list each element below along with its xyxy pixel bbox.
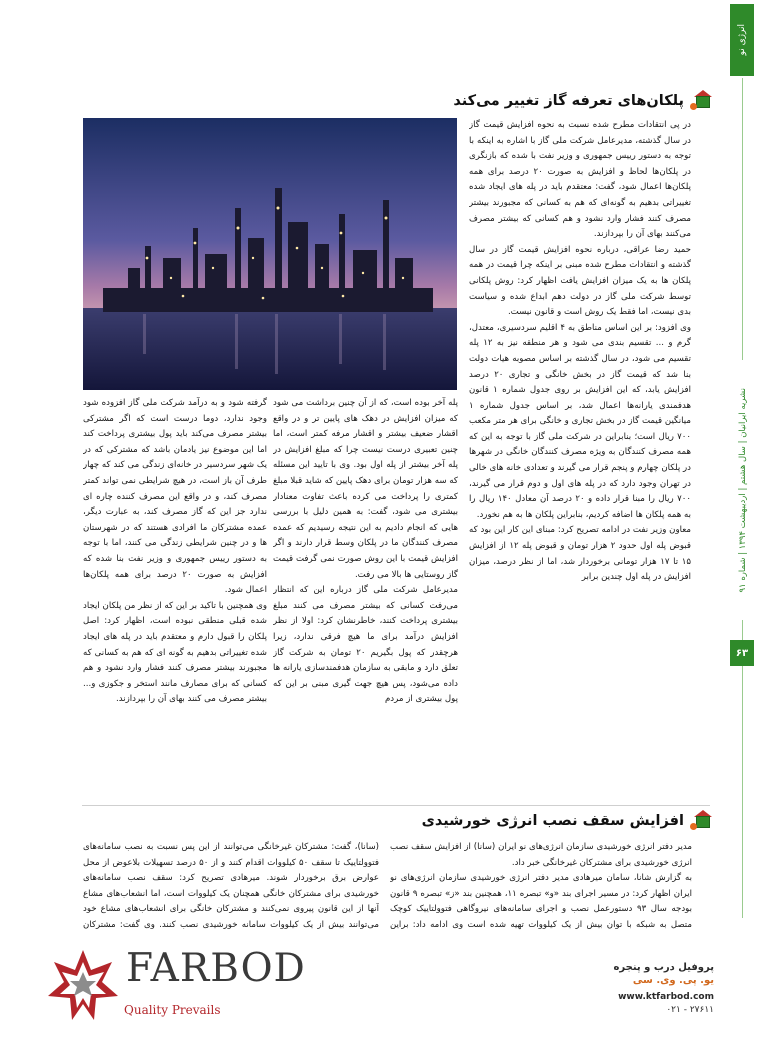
farbod-star-logo — [46, 948, 120, 1022]
paragraph: حمید رضا عراقی، درباره نحوه افزایش قیمت گاز در سال گذشته و انتقادات مطرح شده مبنی بر اینکه چرا قیمت در همه پلکان ها به یک میزان افزایش یافت اظهار کرد: روش پلکانی توسط شرکت ملی گاز در دولت دهم ابداع شده و سیاست بدی نیست، اما فقط یک روش است و قانون نیست. — [469, 244, 691, 318]
energy-house-icon — [690, 92, 710, 110]
paragraph: مدیر دفتر انرژی خورشیدی سازمان انرژی‌های نو ایران (سانا) از افزایش سقف نصب انرژی خورشیدی برای مشترکان غیرخانگی خبر داد. — [390, 842, 692, 868]
ad-product-type: یو. پی. وی. سی — [632, 975, 714, 986]
refinery-photo — [83, 118, 457, 390]
paragraph: وی همچنین با تاکید بر این که از نظر من پلکان ایجاد شده قبلی منطقی نبوده است، اظهار کرد: اصل پلکان را قبول دارم و معتقدم باید در پله های ایجاد شده تغییراتی بدهیم به گونه ای که هم به کسانی که مجبورند بیشتر مصرف کنند فشار وارد نشود و هم کسانی که برای مصارف مانند استخر و جکوزی و... بیشتر مصرف می کنند بهای آن را بپردازند. — [83, 600, 267, 705]
section-divider — [82, 805, 710, 806]
brand-name: FARBOD — [126, 946, 306, 991]
article2-column-left — [83, 840, 379, 932]
article2-title: افزایش سقف نصب انرژی خورشیدی — [421, 813, 684, 829]
footer-advertisement — [0, 940, 762, 1045]
ad-product-line: پروفیل درب و پنجره — [613, 962, 714, 973]
brand-tagline: Quality Prevails — [124, 1003, 221, 1017]
refinery-image — [83, 118, 457, 390]
paragraph: پله آخر بوده است، که از آن چنین برداشت می شود که میزان افزایش در دهک های پایین تر و در واقع اقشار ضعیف بیشتر و اقشار مرفه کمتر است، اما چنین تعبیری درست نیست چرا که مبلغ افزایش در پله آخر بیشتر از پله اول بود. وی با تایید این مسئله که سه هزار تومان برای دهک پایین که شاید قبلا مبلغ کمتری را پرداخت می کرده باعث تفاوت معنادار بیشتری می شود، گفت: به همین دلیل با بررسی هایی که انجام دادیم به این نتیجه رسیدیم که عمده مصرف کنندگان ما در پلکان وسط قرار دارند و اگر افزایش قیمت با این روش صورت نمی گرفت قیمت گاز روستایی ها بالا می رفت. — [273, 398, 458, 580]
paragraph: مدیرعامل شرکت ملی گاز درباره این که انتظار می‌رفت کسانی که بیشتر مصرف می کنند مبلغ بیشتری پرداخت کنند، خاطرنشان کرد: اولا از نظر افزایش درآمد برای ما هیچ فرقی ندارد، زیرا هرچقدر که پول بگیریم ۲۰ تومان به شرکت گاز تعلق دارد و مابقی به سازمان هدفمندسازی یارانه ها داده می‌شود، پس هیچ جهت گیری مبنی بر این که پول بیشتری از مردم — [273, 585, 458, 705]
article1-column-middle — [273, 396, 458, 798]
article2-column-right — [390, 840, 692, 932]
issue-info — [734, 360, 752, 620]
article1-column-right — [469, 118, 691, 798]
paragraph: (سانا)، گفت: مشترکان غیرخانگی می‌توانند از این پس نسبت به نصب سامانه‌های فتوولتاییک تا سقف ۵۰ کیلووات اقدام کنند و از ۵۰ درصد تسهیلات بلاعوض از محل عوارض برق برخوردار شوند. میرهادی تصریح کرد: سقف نصب سامانه‌های خورشیدی برای مشترکان خانگی همچنان یک کیلووات است، اما انشعاب‌های مشاع آنها از این قانون پیروی نمی‌کنند و مشترکان خانگی برای انشعاب‌های مشاع خود می‌توانند بیش از یک کیلووات سامانه خورشیدی نصب کنند. وی گفت: مشترکان — [83, 842, 379, 930]
paragraph: وی افزود: بر این اساس مناطق به ۴ اقلیم سردسیری، معتدل، گرم و ... تقسیم بندی می شود و هر منطقه نیز به ۱۲ پله تقسیم می شود، در سال گذشته بر اساس مصوبه هیات دولت بنا شد که قیمت گاز در بخش خانگی و تجاری ۲۰ درصد افزایش یابد، که این افزایش بر روی جدول شماره ۱ قانون هدفمندی یارانه‌ها اعمال شد، بر اساس جدول شماره ۱ میانگین قیمت گاز در بخش تجاری و خانگی برای هر متر مکعب ۷۰۰ ریال است؛ بنابراین در شرکت ملی گاز با توجه به این که همه مصرف کنندگان به ویژه مصرف کنندگان خانگی در شهرها در پلکان چهارم و پنجم قرار می گیرند و تعدادی خانه های خالی در تهران وجود دارد که در پله های اول و دوم قرار می گیرند، ۷۰۰ ریال را مبنا قرار داده و ۲۰ درصد آن معادل ۱۴۰ ریال را به همه پلکان ها اضافه کردیم، بنابراین پلکان ها به هم نخورد. — [469, 322, 691, 520]
energy-house-icon — [690, 812, 710, 830]
page-number: ۶۳ — [730, 640, 754, 666]
paragraph: معاون وزیر نفت در ادامه تصریح کرد: مبنای این کار این بود که قبوض پله اول حدود ۲ هزار تومان و قبوض پله ۱۲ از افزایش ۱۵ تا ۱۷ هزار تومانی برخوردار شد، اما از نظر درصد، میزان افزایش در پله اول چندین برابر — [469, 525, 691, 583]
article2-header — [422, 812, 710, 830]
article1-title: پلکان‌های تعرفه گاز تغییر می‌کند — [453, 93, 684, 109]
paragraph: گرفته شود و به درآمد شرکت ملی گاز افزوده شود وجود ندارد، دوما درست است که اگر مشترکی بیشتر مصرف می‌کند باید پول بیشتری پرداخت کند اما این موضوع نیز یادمان باشد که مشترکی که در یک شهر سردسیر در خانه‌ای زندگی می کند که چهار طرف آن باز است، در هیچ شرایطی نمی تواند کمتر مصرف کند، و در واقع این مصرف کننده چاره ای ندارد جز این که گاز مصرف کند، به عبارت دیگر، عمده مشترکان ما افرادی هستند که در شهرستان ها و در چنین شرایطی زندگی می کنند، اما با توجه به دستور رییس جمهوری و وزیر نفت بنا شده که افزایش به صورت ۲۰ درصد برای همه پلکان‌ها اعمال شود. — [83, 398, 267, 596]
ad-phone: ۰۲۱ - ۲۷۶۱۱ — [666, 1005, 714, 1015]
ad-website[interactable]: www.ktfarbod.com — [618, 992, 714, 1002]
section-tab — [730, 4, 754, 76]
article1-header — [453, 92, 710, 110]
paragraph: در پی انتقادات مطرح شده نسبت به نحوه افزایش قیمت گاز در سال گذشته، مدیرعامل شرکت ملی گاز با اشاره به اینکه با توجه به دستور رییس جمهوری و وزیر نفت با شده که بازنگری در پلکان‌ها لحاظ و افزایش به صورت ۲۰ درصد برای همه پلکان‌ها اعمال شود، گفت: معتقدم باید در پله های ایجاد شده تغییراتی بدهیم به گونه‌ای که هم به کسانی که مجبورند بیشتر مصرف کنند فشار وارد نشود و هم کسانی که بیشتر مصرف می‌کنند بهای آن را بپردازند. — [469, 120, 691, 240]
section-tab-label: انرژی نو — [737, 24, 747, 56]
paragraph: به گزارش شانا، سامان میرهادی مدیر دفتر انرژی خورشیدی سازمان انرژی‌های نو ایران اظهار کرد: در مسیر اجرای بند «و» تبصره ۱۱، همچنین بند «ز» تبصره ۹ قانون بودجه سال ۹۳ دستورعمل نصب و اجرای سامانه‌های نیروگاهی فتوولتاییک کوچک متصل به شبکه با توان بیش از یک کیلووات تهیه شده است وی ادامه داد: براین — [390, 873, 692, 930]
ad-contact-block — [613, 962, 714, 1015]
issue-info-text: نشریه ایرانیان | سال هشتم | اردیبهشت ۱۳۹۴ | شماره ۹۱ — [738, 387, 748, 593]
article1-column-left — [83, 396, 267, 798]
